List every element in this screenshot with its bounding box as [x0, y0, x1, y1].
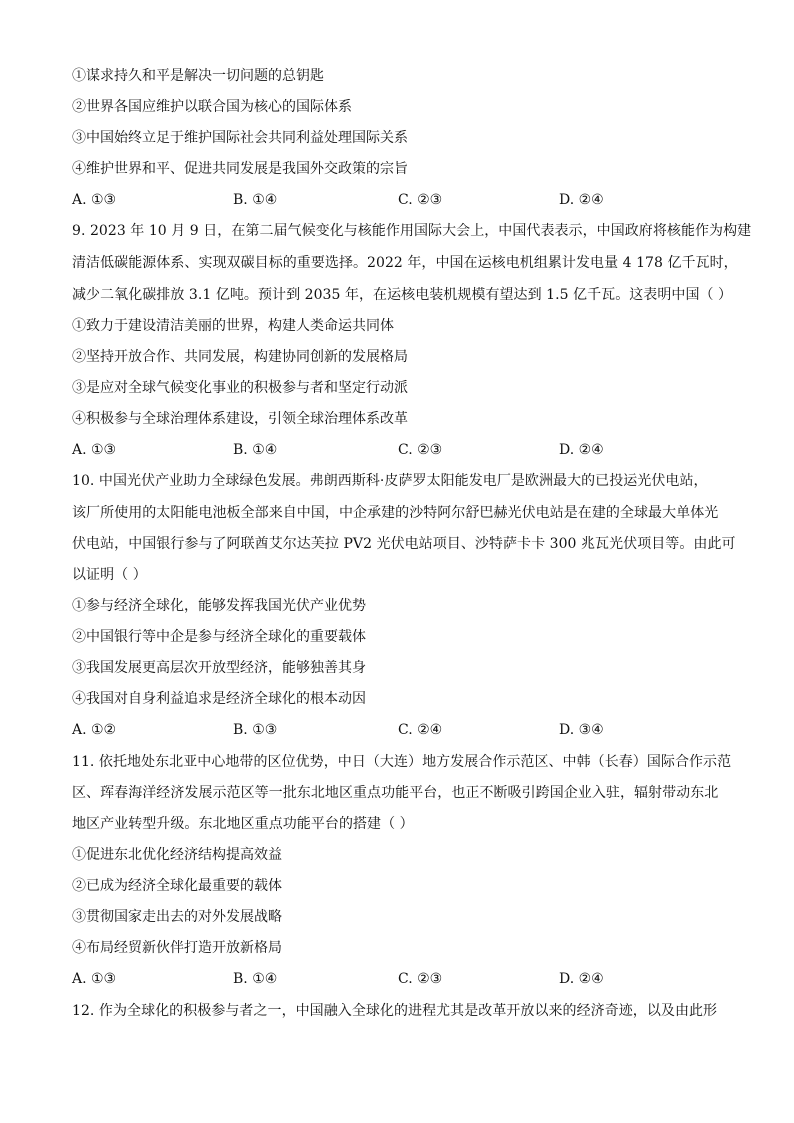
q10-option-b[interactable]: B. ①③ [233, 722, 278, 738]
q8-option-a[interactable]: A. ①③ [72, 192, 117, 208]
q11-options [72, 969, 732, 989]
q9-stem-line-1: 9. 2023 年 10 月 9 日，在第二届气候变化与核能作用国际大会上，中国代表表示，中国政府将核能作为构建 [72, 223, 752, 239]
q10-option-d[interactable]: D. ③④ [559, 722, 604, 738]
q11-option-c[interactable]: C. ②③ [398, 971, 443, 987]
q9-statement-2: ②坚持开放合作、共同发展，构建协同创新的发展格局 [72, 349, 408, 365]
q11-stem-line-3: 地区产业转型升级。东北地区重点功能平台的搭建（ ） [72, 816, 414, 832]
q8-options [72, 190, 732, 210]
q9-stem-line-2: 清洁低碳能源体系、实现双碳目标的重要选择。2022 年，中国在运核电机组累计发电量 4 178 亿千瓦时， [72, 255, 738, 271]
q8-option-c[interactable]: C. ②③ [398, 192, 443, 208]
q11-stem-line-2: 区、珲春海洋经济发展示范区等一批东北地区重点功能平台，也正不断吸引跨国企业入驻，辐射带动东北 [72, 785, 719, 801]
q10-statement-1: ①参与经济全球化，能够发挥我国光伏产业优势 [72, 598, 366, 614]
q11-statement-3: ③贯彻国家走出去的对外发展战略 [72, 909, 282, 925]
q10-option-c[interactable]: C. ②④ [398, 722, 443, 738]
q11-option-a[interactable]: A. ①③ [72, 971, 117, 987]
q10-stem-line-4: 以证明（ ） [72, 567, 147, 583]
q8-statement-4: ④维护世界和平、促进共同发展是我国外交政策的宗旨 [72, 161, 408, 177]
q9-statement-3: ③是应对全球气候变化事业的积极参与者和坚定行动派 [72, 380, 408, 396]
q11-stem-line-1: 11. 依托地处东北亚中心地带的区位优势，中日（大连）地方发展合作示范区、中韩（长春）国际合作示范 [72, 754, 732, 770]
q9-statement-1: ①致力于建设清洁美丽的世界，构建人类命运共同体 [72, 318, 394, 334]
q8-statement-2: ②世界各国应维护以联合国为核心的国际体系 [72, 99, 352, 115]
q9-option-b[interactable]: B. ①④ [233, 442, 278, 458]
q9-option-c[interactable]: C. ②③ [398, 442, 443, 458]
q12-stem-line-1: 12. 作为全球化的积极参与者之一，中国融入全球化的进程尤其是改革开放以来的经济奇迹，以及由此形 [72, 1003, 718, 1019]
q9-options [72, 440, 732, 460]
q10-statement-4: ④我国对自身利益追求是经济全球化的根本动因 [72, 691, 366, 707]
q10-statement-3: ③我国发展更高层次开放型经济，能够独善其身 [72, 660, 366, 676]
q11-option-d[interactable]: D. ②④ [559, 971, 604, 987]
q10-options [72, 720, 732, 740]
q9-statement-4: ④积极参与全球治理体系建设，引领全球治理体系改革 [72, 411, 408, 427]
q10-stem-line-2: 该厂所使用的太阳能电池板全部来自中国，中企承建的沙特阿尔舒巴赫光伏电站是在建的全球最大单体光 [72, 505, 719, 521]
q8-option-d[interactable]: D. ②④ [559, 192, 604, 208]
q8-statement-1: ①谋求持久和平是解决一切问题的总钥匙 [72, 68, 324, 84]
q10-statement-2: ②中国银行等中企是参与经济全球化的重要载体 [72, 629, 366, 645]
q8-option-b[interactable]: B. ①④ [233, 192, 278, 208]
q8-statement-3: ③中国始终立足于维护国际社会共同利益处理国际关系 [72, 130, 408, 146]
q9-stem-line-3: 减少二氧化碳排放 3.1 亿吨。预计到 2035 年，在运核电装机规模有望达到 1.5 亿千瓦。这表明中国（ ） [72, 287, 733, 303]
q10-stem-line-1: 10. 中国光伏产业助力全球绿色发展。弗朗西斯科·皮萨罗太阳能发电厂是欧洲最大的已投运光伏电站， [72, 473, 708, 489]
q9-option-d[interactable]: D. ②④ [559, 442, 604, 458]
q11-statement-2: ②已成为经济全球化最重要的载体 [72, 878, 282, 894]
q9-option-a[interactable]: A. ①③ [72, 442, 117, 458]
q11-statement-4: ④布局经贸新伙伴打造开放新格局 [72, 940, 282, 956]
q10-option-a[interactable]: A. ①② [72, 722, 117, 738]
q10-stem-line-3: 伏电站，中国银行参与了阿联酋艾尔达芙拉 PV2 光伏电站项目、沙特萨卡卡 300 兆瓦光伏项目等。由此可 [72, 536, 736, 552]
q11-statement-1: ①促进东北优化经济结构提高效益 [72, 847, 282, 863]
q11-option-b[interactable]: B. ①④ [233, 971, 278, 987]
